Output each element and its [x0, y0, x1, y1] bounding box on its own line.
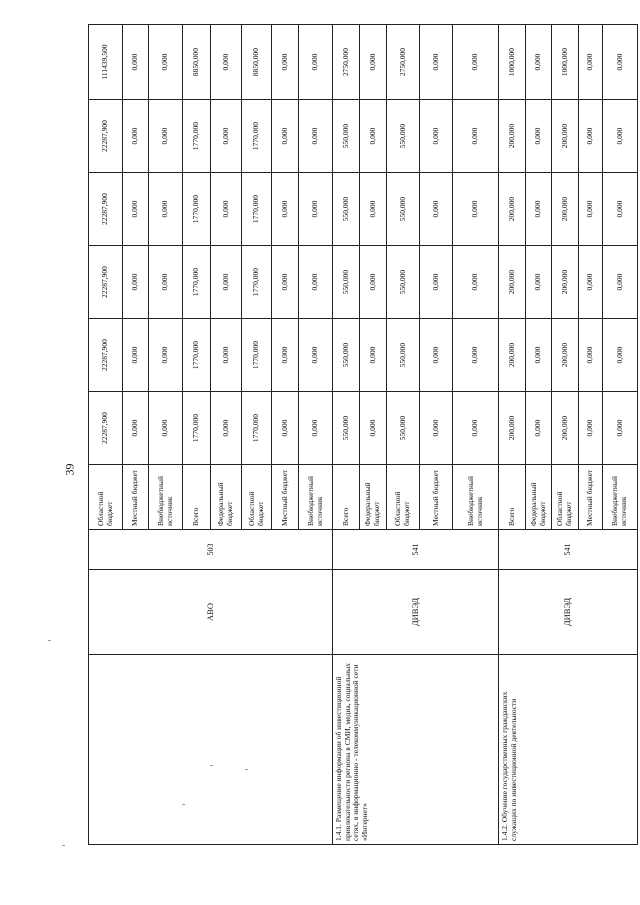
funding-source: Местный бюджет [123, 465, 149, 530]
year-2-value: 200,000 [499, 319, 526, 392]
year-3-value: 0,000 [299, 246, 333, 319]
year-5-value: 550,000 [333, 100, 360, 173]
year-1-value: 550,000 [333, 392, 360, 465]
year-2-value: 1770,000 [183, 319, 211, 392]
year-1-value: 200,000 [499, 392, 526, 465]
table-row [89, 25, 123, 845]
year-3-value: 1770,000 [183, 246, 211, 319]
total-value: 0,000 [211, 25, 242, 100]
year-5-value: 0,000 [299, 100, 333, 173]
year-1-value: 0,000 [149, 392, 183, 465]
total-value: 0,000 [360, 25, 387, 100]
year-4-value: 1770,000 [183, 173, 211, 246]
year-1-value: 22287,900 [89, 392, 123, 465]
year-2-value: 0,000 [579, 319, 603, 392]
total-value: 0,000 [299, 25, 333, 100]
year-5-value: 0,000 [526, 100, 552, 173]
funding-source: Федеральный бюджет [211, 465, 242, 530]
year-1-value: 200,000 [552, 392, 579, 465]
funding-source: Всего [333, 465, 360, 530]
year-4-value: 0,000 [420, 173, 453, 246]
year-3-value: 22287,900 [89, 246, 123, 319]
year-5-value: 0,000 [149, 100, 183, 173]
year-5-value: 1770,000 [183, 100, 211, 173]
table-viewport [88, 25, 628, 845]
year-2-value: 0,000 [603, 319, 638, 392]
year-3-value: 200,000 [552, 246, 579, 319]
funding-source: Федеральный бюджет [360, 465, 387, 530]
executor: АВО [89, 570, 333, 655]
year-2-value: 0,000 [299, 319, 333, 392]
year-4-value: 22287,900 [89, 173, 123, 246]
total-value: 2750,000 [333, 25, 360, 100]
funding-source: Областной бюджет [552, 465, 579, 530]
year-3-value: 1770,000 [242, 246, 272, 319]
year-3-value: 200,000 [499, 246, 526, 319]
year-5-value: 1770,000 [242, 100, 272, 173]
year-3-value: 0,000 [579, 246, 603, 319]
year-2-value: 0,000 [360, 319, 387, 392]
funding-source: Внебюджетный источник [149, 465, 183, 530]
year-3-value: 550,000 [387, 246, 420, 319]
year-4-value: 0,000 [526, 173, 552, 246]
year-1-value: 0,000 [299, 392, 333, 465]
year-4-value: 0,000 [453, 173, 499, 246]
year-4-value: 550,000 [333, 173, 360, 246]
year-1-value: 0,000 [272, 392, 299, 465]
year-4-value: 550,000 [387, 173, 420, 246]
year-5-value: 0,000 [579, 100, 603, 173]
total-value: 8850,000 [183, 25, 211, 100]
year-1-value: 0,000 [526, 392, 552, 465]
total-value: 0,000 [603, 25, 638, 100]
budget-code: 541 [333, 530, 499, 570]
year-1-value: 550,000 [387, 392, 420, 465]
year-2-value: 0,000 [149, 319, 183, 392]
table-row [499, 25, 526, 845]
year-4-value: 0,000 [123, 173, 149, 246]
year-3-value: 0,000 [453, 246, 499, 319]
total-value: 0,000 [420, 25, 453, 100]
budget-code: 503 [89, 530, 333, 570]
year-3-value: 0,000 [272, 246, 299, 319]
total-value: 0,000 [149, 25, 183, 100]
funding-source: Местный бюджет [579, 465, 603, 530]
year-5-value: 200,000 [552, 100, 579, 173]
year-4-value: 0,000 [272, 173, 299, 246]
year-2-value: 0,000 [526, 319, 552, 392]
total-value: 0,000 [272, 25, 299, 100]
year-5-value: 0,000 [272, 100, 299, 173]
year-2-value: 1770,000 [242, 319, 272, 392]
executor: ДИВЭД [333, 570, 499, 655]
year-1-value: 0,000 [603, 392, 638, 465]
year-4-value: 0,000 [603, 173, 638, 246]
total-value: 1000,000 [499, 25, 526, 100]
year-4-value: 0,000 [360, 173, 387, 246]
funding-source: Местный бюджет [420, 465, 453, 530]
year-4-value: 0,000 [149, 173, 183, 246]
executor: ДИВЭД [499, 570, 638, 655]
year-1-value: 1770,000 [183, 392, 211, 465]
total-value: 0,000 [453, 25, 499, 100]
measure-name: 1.4.1. Размещение информации об инвестиционной привлекательности региона в СМИ, медиа, социальных сетях, в информационно - телекоммуникационной сети «Интернет» [333, 655, 499, 845]
year-5-value: 200,000 [499, 100, 526, 173]
year-2-value: 550,000 [333, 319, 360, 392]
funding-source: Областной бюджет [387, 465, 420, 530]
funding-source: Всего [499, 465, 526, 530]
year-5-value: 22287,900 [89, 100, 123, 173]
year-5-value: 550,000 [387, 100, 420, 173]
total-value: 2750,000 [387, 25, 420, 100]
year-1-value: 0,000 [211, 392, 242, 465]
page-number: 39 [62, 463, 77, 476]
year-2-value: 0,000 [453, 319, 499, 392]
year-4-value: 0,000 [211, 173, 242, 246]
year-5-value: 0,000 [211, 100, 242, 173]
total-value: 0,000 [123, 25, 149, 100]
measure-name [89, 655, 333, 845]
measure-name: 1.4.2. Обучение государственных гражданских служащих по инвестиционной деятельности [499, 655, 638, 845]
funding-source: Областной бюджет [242, 465, 272, 530]
year-3-value: 0,000 [526, 246, 552, 319]
year-1-value: 0,000 [123, 392, 149, 465]
year-2-value: 22287,900 [89, 319, 123, 392]
year-3-value: 0,000 [420, 246, 453, 319]
year-3-value: 0,000 [360, 246, 387, 319]
year-4-value: 1770,000 [242, 173, 272, 246]
total-value: 0,000 [579, 25, 603, 100]
funding-source: Федеральный бюджет [526, 465, 552, 530]
year-4-value: 200,000 [499, 173, 526, 246]
year-1-value: 0,000 [453, 392, 499, 465]
total-value: 111439,500 [89, 25, 123, 100]
year-4-value: 200,000 [552, 173, 579, 246]
table-row [333, 25, 360, 845]
funding-source: Внебюджетный источник [453, 465, 499, 530]
year-5-value: 0,000 [453, 100, 499, 173]
year-5-value: 0,000 [123, 100, 149, 173]
year-5-value: 0,000 [360, 100, 387, 173]
year-3-value: 0,000 [603, 246, 638, 319]
year-3-value: 0,000 [123, 246, 149, 319]
funding-source: Областной бюджет [89, 465, 123, 530]
year-2-value: 200,000 [552, 319, 579, 392]
year-1-value: 0,000 [420, 392, 453, 465]
year-4-value: 0,000 [579, 173, 603, 246]
year-3-value: 550,000 [333, 246, 360, 319]
year-1-value: 0,000 [579, 392, 603, 465]
total-value: 8850,000 [242, 25, 272, 100]
funding-source: Внебюджетный источник [299, 465, 333, 530]
year-3-value: 0,000 [149, 246, 183, 319]
funding-source: Местный бюджет [272, 465, 299, 530]
year-1-value: 0,000 [360, 392, 387, 465]
total-value: 0,000 [526, 25, 552, 100]
year-2-value: 0,000 [123, 319, 149, 392]
year-2-value: 0,000 [211, 319, 242, 392]
funding-source: Внебюджетный источник [603, 465, 638, 530]
year-5-value: 0,000 [420, 100, 453, 173]
budget-table [88, 24, 638, 845]
budget-code: 541 [499, 530, 638, 570]
year-2-value: 0,000 [272, 319, 299, 392]
funding-source: Всего [183, 465, 211, 530]
year-4-value: 0,000 [299, 173, 333, 246]
total-value: 1000,000 [552, 25, 579, 100]
year-5-value: 0,000 [603, 100, 638, 173]
year-1-value: 1770,000 [242, 392, 272, 465]
year-2-value: 550,000 [387, 319, 420, 392]
year-3-value: 0,000 [211, 246, 242, 319]
year-2-value: 0,000 [420, 319, 453, 392]
